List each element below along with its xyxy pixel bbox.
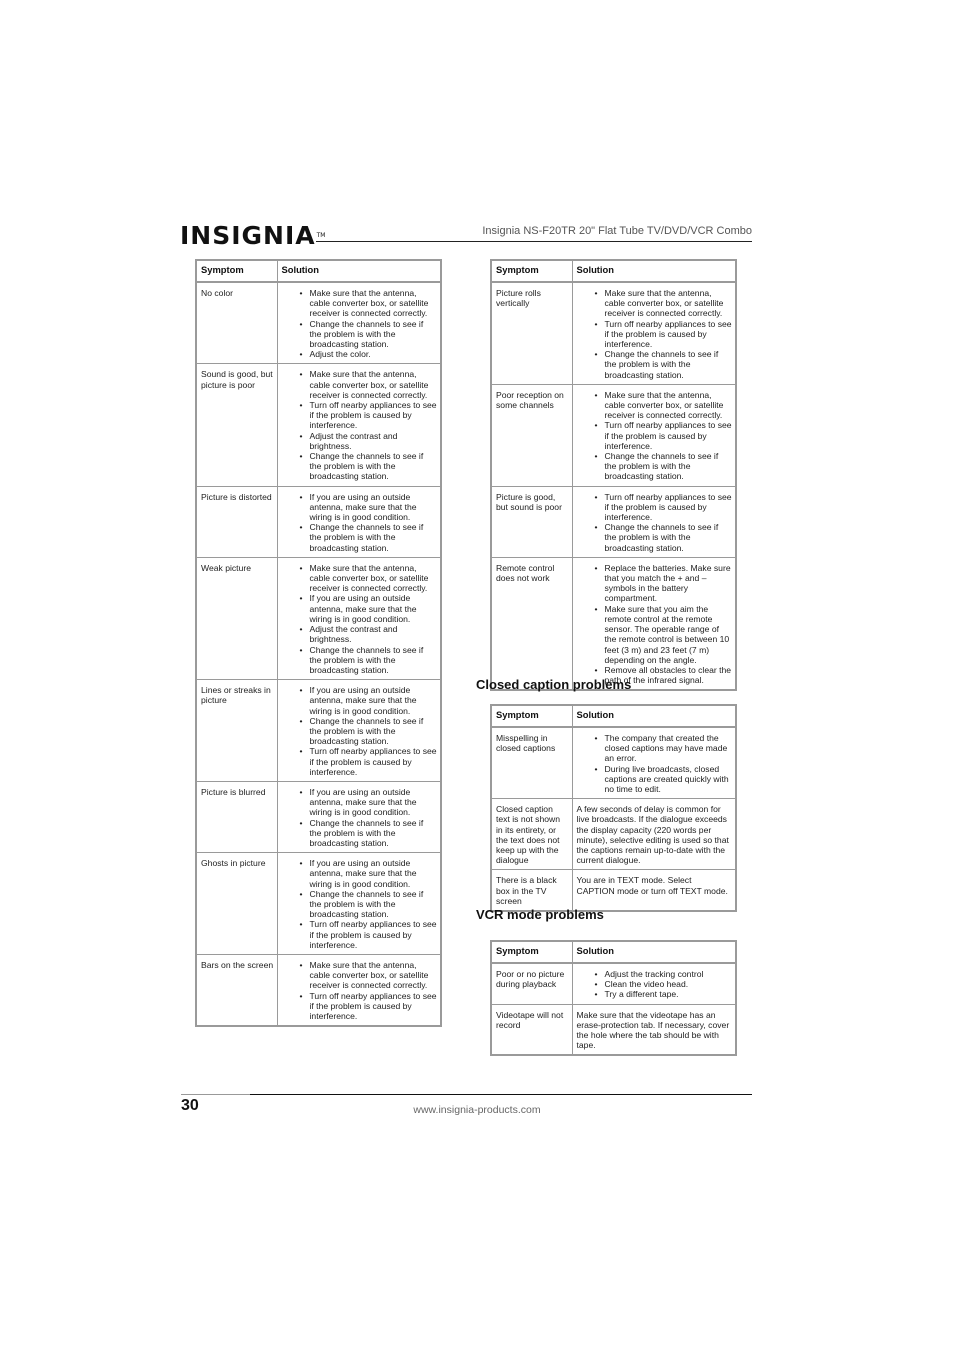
solution-list	[282, 563, 438, 675]
solution-list	[577, 969, 733, 1000]
list-item: • If you are using an outside antenna, make sure that the wiring is in good condition.	[282, 492, 438, 523]
solution-cell	[572, 557, 736, 690]
symptom-cell: Sound is good, but picture is poor	[196, 364, 277, 486]
table-row	[491, 557, 736, 690]
page-number: 30	[181, 1097, 199, 1114]
header-rule	[316, 241, 752, 242]
list-item: • Change the channels to see if the problem is with the broadcasting station.	[282, 522, 438, 553]
solution-cell	[572, 963, 736, 1004]
symptom-cell: Poor reception on some channels	[491, 384, 572, 486]
table-row	[491, 870, 736, 911]
solution-list	[282, 685, 438, 777]
solution-list	[282, 858, 438, 950]
solution-list	[577, 288, 733, 380]
list-item: • Make sure that the antenna, cable converter box, or satellite receiver is connected correctly.	[577, 288, 733, 319]
symptom-cell: Lines or streaks in picture	[196, 680, 277, 782]
table-row	[196, 680, 441, 782]
list-item: • Replace the batteries. Make sure that you match the + and – symbols in the battery compartment.	[577, 563, 733, 604]
symptom-cell: Picture is blurred	[196, 781, 277, 852]
solution-cell: A few seconds of delay is common for live broadcasts. If the dialogue exceeds the display capacity (220 words per minute), selective editing is used so that the captions remain up-to-date with the current dialogue.	[572, 799, 736, 870]
table-row	[196, 781, 441, 852]
list-item: • Turn off nearby appliances to see if the problem is caused by interference.	[282, 919, 438, 950]
list-item: • Turn off nearby appliances to see if the problem is caused by interference.	[282, 746, 438, 777]
table-row	[196, 282, 441, 364]
table-row	[491, 963, 736, 1004]
solution-header: Solution	[572, 941, 736, 963]
list-item: • Change the channels to see if the problem is with the broadcasting station.	[282, 716, 438, 747]
list-item: • Make sure that the antenna, cable converter box, or satellite receiver is connected correctly.	[577, 390, 733, 421]
table-row	[196, 954, 441, 1026]
list-item: • Make sure that the antenna, cable converter box, or satellite receiver is connected correctly.	[282, 288, 438, 319]
symptom-cell: Ghosts in picture	[196, 853, 277, 955]
list-item: • Turn off nearby appliances to see if the problem is caused by interference.	[577, 492, 733, 523]
list-item: • Adjust the tracking control	[577, 969, 733, 979]
solution-cell	[277, 557, 441, 679]
footer-url: www.insignia-products.com	[413, 1104, 541, 1116]
closed-caption-table	[490, 704, 737, 912]
list-item: • Make sure that the antenna, cable converter box, or satellite receiver is connected correctly.	[282, 960, 438, 991]
vcr-mode-table	[490, 940, 737, 1056]
picture-problems-table-left	[195, 259, 442, 1027]
list-item: • Adjust the contrast and brightness.	[282, 624, 438, 644]
solution-list	[282, 369, 438, 481]
list-item: • Make sure that you aim the remote control at the remote sensor. The operable range of the remote control is between 10 feet (3 m) and 23 feet (7 m) depending on the angle.	[577, 604, 733, 665]
symptom-header: Symptom	[491, 941, 572, 963]
solution-cell	[277, 954, 441, 1026]
solution-cell: You are in TEXT mode. Select CAPTION mode or turn off TEXT mode.	[572, 870, 736, 911]
symptom-header: Symptom	[491, 705, 572, 727]
solution-list	[577, 733, 733, 794]
list-item: • Make sure that the antenna, cable converter box, or satellite receiver is connected correctly.	[282, 369, 438, 400]
table-row	[196, 557, 441, 679]
symptom-cell: Picture is good, but sound is poor	[491, 486, 572, 557]
list-item: • If you are using an outside antenna, make sure that the wiring is in good condition.	[282, 787, 438, 818]
solution-list	[577, 492, 733, 553]
solution-cell	[277, 781, 441, 852]
table-row	[491, 1004, 736, 1055]
solution-list	[282, 787, 438, 848]
solution-cell	[277, 680, 441, 782]
symptom-cell: Poor or no picture during playback	[491, 963, 572, 1004]
footer-rule	[250, 1094, 752, 1095]
list-item: • Turn off nearby appliances to see if the problem is caused by interference.	[282, 400, 438, 431]
symptom-cell: Picture rolls vertically	[491, 282, 572, 384]
list-item: • Turn off nearby appliances to see if the problem is caused by interference.	[577, 420, 733, 451]
vcr-mode-section-title: VCR mode problems	[476, 907, 604, 922]
list-item: • Clean the video head.	[577, 979, 733, 989]
document-title: Insignia NS-F20TR 20" Flat Tube TV/DVD/VCR Combo	[482, 225, 752, 237]
solution-cell	[572, 486, 736, 557]
insignia-logo	[180, 222, 325, 250]
list-item: • Make sure that the antenna, cable converter box, or satellite receiver is connected correctly.	[282, 563, 438, 594]
solution-header: Solution	[572, 705, 736, 727]
list-item: • Change the channels to see if the problem is with the broadcasting station.	[577, 451, 733, 482]
solution-cell	[277, 282, 441, 364]
table-row	[196, 853, 441, 955]
list-item: • Change the channels to see if the problem is with the broadcasting station.	[282, 818, 438, 849]
list-item: • Remove all obstacles to clear the path of the infrared signal.	[577, 665, 733, 685]
list-item: • If you are using an outside antenna, make sure that the wiring is in good condition.	[282, 858, 438, 889]
list-item: • Change the channels to see if the problem is with the broadcasting station.	[577, 349, 733, 380]
symptom-cell: Closed caption text is not shown in its entirety, or the text does not keep up with the dialogue	[491, 799, 572, 870]
solution-list	[282, 960, 438, 1021]
solution-cell: Make sure that the videotape has an erase-protection tab. If necessary, cover the hole where the tab should be with tape.	[572, 1004, 736, 1055]
list-item: • If you are using an outside antenna, make sure that the wiring is in good condition.	[282, 685, 438, 716]
symptom-cell: Picture is distorted	[196, 486, 277, 557]
list-item: • Change the channels to see if the problem is with the broadcasting station.	[282, 889, 438, 920]
list-item: • Turn off nearby appliances to see if the problem is caused by interference.	[282, 991, 438, 1022]
picture-problems-table-right	[490, 259, 737, 691]
table-row	[491, 799, 736, 870]
solution-list	[282, 288, 438, 359]
symptom-cell: Remote control does not work	[491, 557, 572, 690]
list-item: • During live broadcasts, closed captions are created quickly with no time to edit.	[577, 764, 733, 795]
solution-list	[577, 390, 733, 482]
logo-trademark: TM	[316, 232, 326, 239]
solution-list	[282, 492, 438, 553]
list-item: • Turn off nearby appliances to see if the problem is caused by interference.	[577, 319, 733, 350]
list-item: • Change the channels to see if the problem is with the broadcasting station.	[282, 319, 438, 350]
symptom-cell: No color	[196, 282, 277, 364]
symptom-cell: Misspelling in closed captions	[491, 727, 572, 799]
symptom-cell: Bars on the screen	[196, 954, 277, 1026]
list-item: • Change the channels to see if the problem is with the broadcasting station.	[282, 645, 438, 676]
solution-list	[577, 563, 733, 685]
logo-text: INSIGNIA	[180, 221, 316, 250]
symptom-cell: There is a black box in the TV screen	[491, 870, 572, 911]
table-row	[491, 384, 736, 486]
symptom-cell: Videotape will not record	[491, 1004, 572, 1055]
list-item: • Adjust the contrast and brightness.	[282, 431, 438, 451]
solution-cell	[277, 853, 441, 955]
symptom-cell: Weak picture	[196, 557, 277, 679]
list-item: • If you are using an outside antenna, make sure that the wiring is in good condition.	[282, 593, 438, 624]
solution-cell	[572, 282, 736, 384]
table-row	[491, 486, 736, 557]
solution-cell	[277, 364, 441, 486]
list-item: • Change the channels to see if the problem is with the broadcasting station.	[577, 522, 733, 553]
table-row	[196, 486, 441, 557]
solution-header: Solution	[572, 260, 736, 282]
list-item: • Try a different tape.	[577, 989, 733, 999]
symptom-header: Symptom	[491, 260, 572, 282]
table-row	[491, 282, 736, 384]
table-row	[196, 364, 441, 486]
table-row	[491, 727, 736, 799]
list-item: • Adjust the color.	[282, 349, 438, 359]
solution-cell	[277, 486, 441, 557]
closed-caption-section-title: Closed caption problems	[476, 677, 632, 692]
symptom-header: Symptom	[196, 260, 277, 282]
solution-cell	[572, 384, 736, 486]
list-item: • The company that created the closed captions may have made an error.	[577, 733, 733, 764]
solution-cell	[572, 727, 736, 799]
solution-header: Solution	[277, 260, 441, 282]
list-item: • Change the channels to see if the problem is with the broadcasting station.	[282, 451, 438, 482]
